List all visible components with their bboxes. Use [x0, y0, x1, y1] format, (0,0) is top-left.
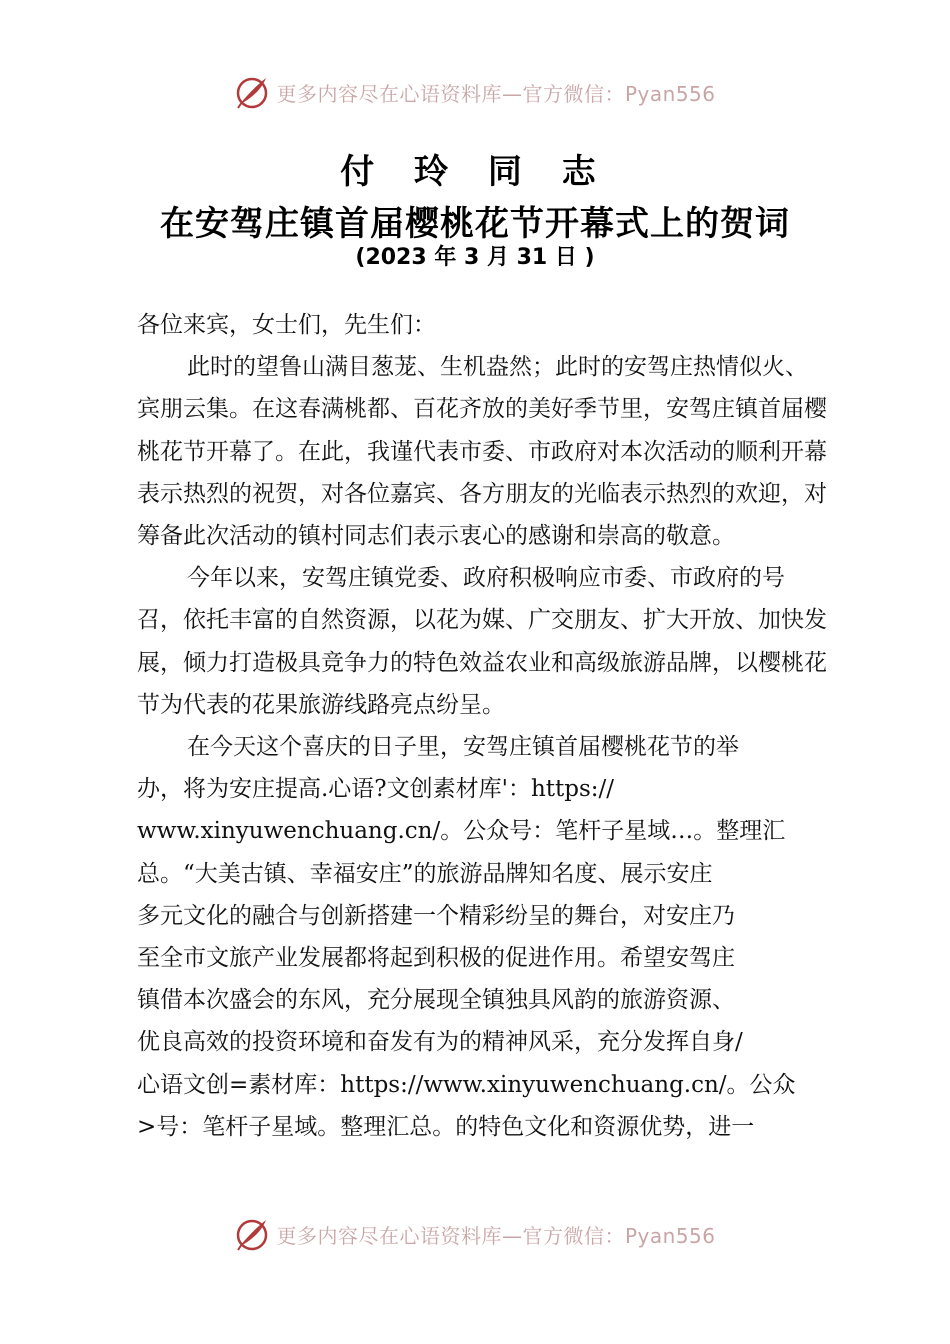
- document-date: (2023 年 3 月 31 日 ): [355, 245, 595, 270]
- paragraph-3-line: 在今天这个喜庆的日子里，安驾庄镇首届樱桃花节的举: [187, 734, 739, 761]
- salutation: 各位来宾，女士们，先生们：: [137, 312, 436, 338]
- paragraph-3-line: 至全市文旅产业发展都将起到积极的促进作用。希望安驾庄: [137, 945, 735, 972]
- paragraph-3-line: 镇借本次盛会的东风，充分展现全镇独具风韵的旅游资源、: [137, 987, 735, 1014]
- paragraph-3-line: >号：笔杆子星域。整理汇总。的特色文化和资源优势，进一: [137, 1113, 755, 1140]
- paragraph-3-line: www.xinyuwenchuang.cn/。公众号：笔杆子星域…。整理汇: [137, 818, 786, 845]
- paragraph-3-line: 优良高效的投资环境和奋发有为的精神风采，充分发挥自身/: [137, 1029, 743, 1056]
- header-banner: [0, 72, 950, 112]
- quill-logo-icon: [234, 74, 270, 110]
- footer-banner: [0, 1214, 950, 1254]
- paragraph-3: [137, 726, 827, 1148]
- quill-logo-icon: [234, 1216, 270, 1252]
- document-body: [137, 304, 827, 1148]
- document-title: 在安驾庄镇首届樱桃花节开幕式上的贺词: [160, 204, 790, 244]
- paragraph-1: 此时的望鲁山满目葱茏、生机盎然；此时的安驾庄热情似火、宾朋云集。在这春满桃都、百花齐放的美好季节里，安驾庄镇首届樱桃花节开幕了。在此，我谨代表市委、市政府对本次活动的顺利开幕表示热烈的祝贺，对各位嘉宾、各方朋友的光临表示热烈的欢迎，对筹备此次活动的镇村同志们表示衷心的感谢和崇高的敬意。: [137, 354, 827, 550]
- wechat-id: Pyan556: [624, 1223, 716, 1248]
- wechat-id: Pyan556: [624, 81, 716, 106]
- banner-text: 更多内容尽在心语资料库—官方微信：Pyan556: [276, 1223, 716, 1248]
- paragraph-3-line: 办，将为安庄提高.心语?文创素材库'：https://: [137, 776, 615, 803]
- banner-text: 更多内容尽在心语资料库—官方微信：Pyan556: [276, 81, 716, 106]
- paragraph-2: 今年以来，安驾庄镇党委、政府积极响应市委、市政府的号召，依托丰富的自然资源，以花为媒、广交朋友、扩大开放、加快发展，倾力打造极具竞争力的特色效益农业和高级旅游品牌，以樱桃花节为代表的花果旅游线路亮点纷呈。: [137, 565, 827, 718]
- paragraph-3-line: 总。“大美古镇、幸福安庄”的旅游品牌知名度、展示安庄: [137, 860, 713, 887]
- speaker-name: 付 玲 同 志: [340, 152, 610, 192]
- paragraph-3-line: 多元文化的融合与创新搭建一个精彩纷呈的舞台，对安庄乃: [137, 902, 735, 929]
- paragraph-3-line: 心语文创=素材库：https://www.xinyuwenchuang.cn/。公众: [137, 1071, 796, 1098]
